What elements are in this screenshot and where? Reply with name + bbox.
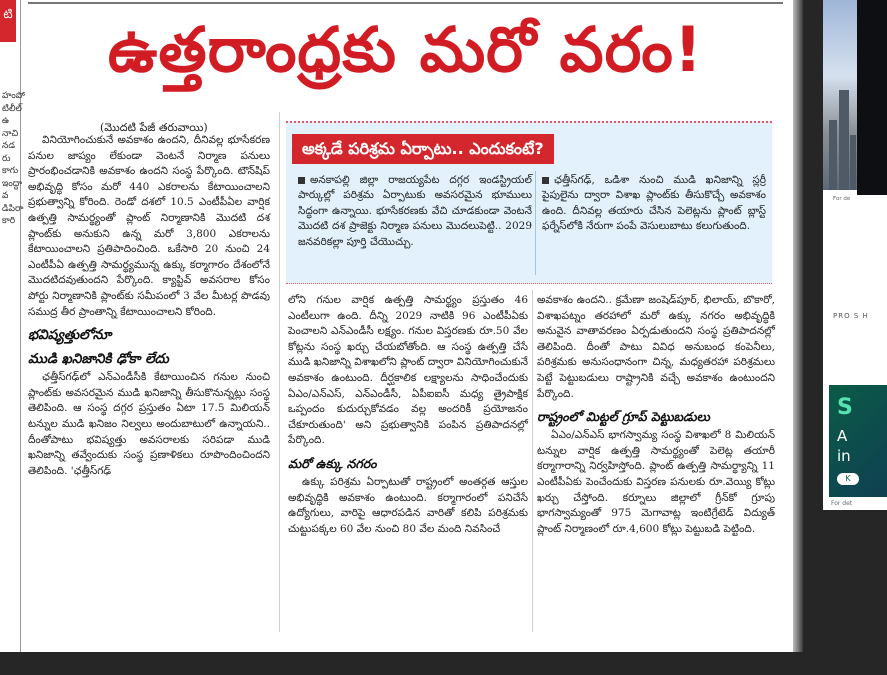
- building-shape: [829, 120, 837, 190]
- subheading: భవిష్యత్తులోనూ: [28, 327, 112, 344]
- headline: ఉత్తరాంధ్రకు మరో వరం!: [107, 13, 704, 86]
- adjacent-column-text: హంపోటిలీల్ ఉనాచి నడరు కాగు ఇంద్దావ డిపిరా కారి: [2, 91, 25, 226]
- subheading: రాష్ట్రంలో మిట్టల్ గ్రూప్ పెట్టుబడులు: [537, 409, 710, 425]
- column-divider: [532, 290, 533, 632]
- article-paragraph: లోని గనుల వార్షిక ఉత్పత్తి సామర్థ్యం ప్రస్తుతం 46 ఎంటీలుగా ఉంది. దీన్ని 2029 నాటికి 96 ఎంటీపీఏకు పెంచాలని ఎన్ఎండీసీ లక్ష్యం. గనుల విస్తరణకు రూ.50 వేల కోట్లను సంస్థ ఖర్చు చేయబోతోంది. ఆ సంస్థ ఉత్పత్తి చేసే ముడి ఖనిజాన్ని విశాఖలోని ప్లాంట్ ద్వారా వినియోగించుకునే అవకాశం ఉంటుంది. దీర్ఘకాలిక లక్ష్యాలను సాధించేందుకు ఏఎం/ఎన్ఎస్, ఎన్ఎండీసీ, ఏపీఐఐసీ మధ్య త్రైపాక్షిక ఒప్పందం కుదుర్చుకోవడం వల్ల అందరికీ ప్రయోజనం చేకూరుతుంది' అని ప్రభుత్వానికి పంపిన ప్రతిపాదనల్లో పేర్కొంది.: [288, 294, 528, 447]
- info-box-divider: [535, 171, 536, 275]
- subheading: మరో ఉక్కు నగరం: [288, 455, 377, 471]
- advertisement-caption: For de: [833, 196, 851, 202]
- banner-text: A: [837, 427, 848, 445]
- page-continuation-note: (మొదటి పేజీ తరువాయి): [100, 121, 208, 134]
- article-column-3: [537, 293, 775, 539]
- subheading: ముడి ఖనిజానికి ఢోకా లేదు: [28, 351, 169, 368]
- building-shape: [839, 90, 849, 190]
- info-box-right-text: ఛత్తీస్‌గఢ్, ఒడిశా నుంచి ముడి ఖనిజాన్ని స్లర్రీ పైపులైను ద్వారా విశాఖ ప్లాంట్‌కు తీసుకొచ్చే అవకాశం ఉంది. దీనివల్ల తయారు చేసిన పెలెట్లను ప్లాంట్ బ్లాస్ట్ ఫర్నేస్‌లోకి నేరుగా పంపే వెసులుబాటు కలుగుతుంది.: [542, 174, 766, 233]
- info-box-right: [542, 173, 766, 235]
- banner-letter: S: [837, 395, 853, 420]
- info-box: [286, 121, 772, 284]
- city-skyline-image: [823, 0, 857, 190]
- bullet-square-icon: [298, 177, 305, 184]
- article-column-1: [28, 133, 270, 481]
- info-box-left-text: అనకాపల్లి జిల్లా రాజయ్యపేట దగ్గర ఇండస్ట్రియల్ పార్కుల్లో పరిశ్రమ ఏర్పాటుకు అవసరమైన భూములు సిద్ధంగా ఉన్నాయి. భూసేకరణకు వేచి చూడకుండా వెంటనే మొదటి దశ ప్రాజెక్టు నిర్మాణ పనులు మొదలుపెట్టి.. 2029 జనవరికల్లా పూర్తి చేయొచ్చు.: [298, 174, 532, 248]
- article-paragraph: వినియోగించుకునే అవకాశం ఉందని, దీనివల్ల భూసేకరణ పనుల జాప్యం లేకుండా వెంటనే నిర్మాణ పనులు ప్రారంభించడానికి అవకాశం ఉందని సంస్థ పేర్కొంది. టౌన్‌షిప్ అభివృద్ధి కోసం మరో 440 ఎకరాలను కేటాయించాలని ప్రభుత్వాన్ని కోరింది. రెండో దశలో 10.5 ఎంటీపీఏల వార్షిక ఉత్పత్తి సామర్థ్యంతో ప్లాంట్ నిర్మాణానికి మొదటి దశ ప్లాంట్‌కు అనుకుని ఉన్న మరో 3,800 ఎకరాలను కేటాయించాలని ప్రతిపాదించింది. ఒకేసారి 20 నుంచి 24 ఎంటీపీఏ ఉత్పత్తి సామర్థ్యమున్న ఉక్కు కర్మాగారం దేశంలోనే మొదటిదవుతుందని పేర్కొంది. క్యాప్టివ్ అవసరాల కోసం పోర్టు నిర్మాణానికి ప్లాంట్‌కు సమీపంలో 3 వేల మీటర్ల పొడవు సముద్ర తీర ప్రాంతాన్ని కేటాయించాలని కోరింది.: [28, 134, 270, 318]
- section-tab: టి: [0, 0, 16, 42]
- page-edge-shadow: [793, 0, 803, 652]
- article-paragraph: ఏఎం/ఎన్ఎస్ భాగస్వామ్య సంస్థ విశాఖలో 8 మిలియన్ టన్నుల వార్షిక ఉత్పత్తి సామర్థ్యంతో పెలెట్ల తయారీ కర్మాగారాన్ని నిర్వహిస్తోంది. ప్లాంట్ ఉత్పత్తి సామర్థ్యాన్ని 11 ఎంటీపీఏకు పెంచేందుకు విస్తరణ పనులకు రూ.వెయ్యి కోట్లు ఖర్చు చేస్తోంది. కర్నూలు జిల్లాలో గ్రీన్‌కో గ్రూపు భాగస్వామ్యంతో 975 మెగావాట్ల ఇంటిగ్రేటెడ్ విద్యుత్ ప్లాంట్ నిర్మాణంలో రూ.4,600 కోట్లు పెట్టుబడి పెట్టింది.: [537, 429, 775, 535]
- advertisement-banner[interactable]: [829, 385, 887, 497]
- banner-cta-button[interactable]: K: [837, 473, 859, 485]
- advertisement-dark-panel: [857, 0, 887, 195]
- article-paragraph: ఛత్తీస్‌గఢ్‌లో ఎన్ఎండీసీకి కేటాయించిన గనుల నుంచి ప్లాంట్‌కు అవసరమైన ముడి ఖనిజాన్ని తీసుకొనున్నట్లు సంస్థ తెలిపింది. ఆ సంస్థ దగ్గర ప్రస్తుతం ఏటా 17.5 మిలియన్ టన్నుల ముడి ఖనిజం నిల్వలు అందుబాటులో ఉన్నాయని.. దీంతోపాటు భవిష్యత్తు అవసరాలకు సరిపడా ముడి ఖనిజాన్ని తవ్వేందుకు సంస్థ ప్రణాళికలు రూపొందించిందని తెలిపింది. 'ఛత్తీస్‌గఢ్: [28, 371, 270, 477]
- article-column-2: [288, 293, 528, 539]
- adjacent-column-sliver: [0, 0, 25, 652]
- building-shape: [850, 135, 856, 190]
- column-divider: [279, 112, 280, 632]
- article-paragraph: అవకాశం ఉందని.. క్రమేణా జంషెడ్‌పూర్, భిలాయ్, బొకారో, విశాఖపట్నం తరహాలో మరో ఉక్కు నగరం అభివృద్ధికి అనువైన వాతావరణం ఏర్పడుతుందని సంస్థ ప్రతిపాదనల్లో తెలిపింది. దీంతో పాటు వివిధ అనుబంధ కంపెనీలు, పరిశ్రమకు అనుసంధానంగా చిన్న, మధ్యతరహా పరిశ్రమలు పెట్టే పెట్టుబడులు రాష్ట్రానికి వచ్చే అవకాశం ఉంటుందని పేర్కొంది.: [537, 294, 775, 400]
- advertisement-logo: PRO S H: [833, 312, 869, 320]
- advertisement-caption: For det: [831, 500, 853, 507]
- bottom-bar: [0, 652, 887, 675]
- info-box-title: అక్కడే పరిశ్రమ ఏర్పాటు.. ఎందుకంటే?: [292, 134, 554, 164]
- info-box-left: [298, 173, 532, 250]
- advertisement-panel[interactable]: [803, 0, 887, 652]
- article-paragraph: ఉక్కు పరిశ్రమ ఏర్పాటుతో రాష్ట్రంలో అంతర్గత ఆస్తుల అభివృద్ధికి అవకాశం ఉంటుంది. కర్మాగారంలో పనిచేసే ఉద్యోగులు, వారిపై ఆధారపడిన వారితో కలిపి పరిశ్రమకు చుట్టుపక్కల 60 వేల నుంచి 80 వేల మంది నివసించే: [288, 475, 528, 535]
- advertisement-content[interactable]: [823, 0, 887, 510]
- bullet-square-icon: [542, 177, 549, 184]
- banner-text: in: [837, 447, 851, 465]
